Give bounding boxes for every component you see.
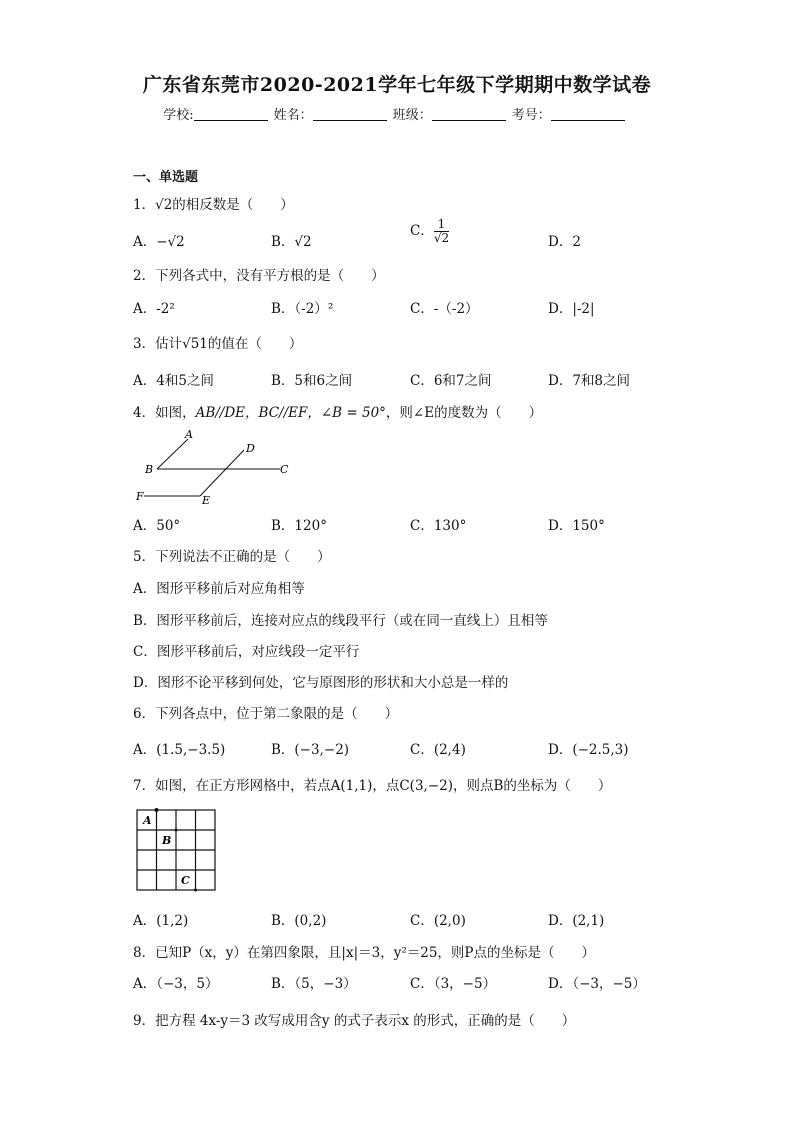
option-c: C．6和7之间 [410,373,492,389]
question-number: 3． [133,336,156,352]
question-math: √51 [182,336,208,352]
point-b-dot [175,829,178,832]
section-title: 一、单选题 [133,170,199,185]
class-label: 班级： [392,108,432,123]
exam-title: 广东省东莞市2020-2021学年七年级下学期期中数学试卷 [142,74,652,96]
option-c: C．图形平移前后，对应线段一定平行 [133,644,360,660]
class-blank [432,108,506,121]
question-number: 4． [133,405,156,421]
fraction-numerator: 1 [434,218,449,232]
option-d: D．7和8之间 [548,373,631,389]
question-text: 的值在（ ） [207,336,303,352]
option-a: A．4和5之间 [133,373,214,389]
question-math: √2 [155,197,173,213]
label-b: B [145,463,154,476]
question-text: 下列各点中，位于第二象限的是（ ） [155,706,399,722]
question-text: 如图，在正方形网格中，若点A(1,1)，点C(3,−2)，则点B的坐标为（ ） [155,778,612,794]
question-8 [133,941,595,961]
question-number: 5． [133,549,156,565]
parallel-lines-figure [130,426,300,508]
option-d: D．|-2| [548,301,595,317]
question-number: 1． [133,197,156,213]
question-number: 9． [133,1013,156,1029]
question-text: 把方程 4x-y＝3 改写成用含y 的式子表示x 的形式，正确的是（ ） [155,1013,576,1029]
line-ab [157,439,188,469]
fraction [434,218,449,245]
option-b: B．(−3,−2) [271,742,350,758]
question-2 [133,264,385,284]
option-b: B．√2 [271,234,312,250]
label-b: B [162,834,172,847]
question-text-end: ，则∠E的度数为（ ） [385,405,543,421]
option-c-label: C． [410,223,434,240]
school-blank [194,108,268,121]
point-a-dot [155,808,159,812]
question-text: 下列各式中，没有平方根的是（ ） [155,268,385,284]
option-b: B．(0,2) [271,913,327,929]
question-7 [133,774,611,794]
option-b: B．（5，−3） [271,976,357,992]
point-c-dot [194,889,197,892]
label-c: C [181,874,190,887]
name-blank [313,108,387,121]
option-c: C．-（-2） [410,301,479,317]
question-text: 如图， [155,405,196,421]
option-d: D．(2,1) [548,913,605,929]
question-3 [133,332,302,352]
option-c [410,218,449,245]
question-6 [133,702,398,722]
question-text: 已知P（x，y）在第四象限，且|x|＝3，y²＝25，则P点的坐标是（ ） [155,945,596,961]
question-5 [133,545,331,565]
option-d: D．2 [548,234,581,250]
question-9 [133,1009,575,1029]
option-b: B．图形平移前后，连接对应点的线段平行（或在同一直线上）且相等 [133,613,548,629]
option-a: A．-2² [133,301,175,317]
option-c: C．(2,0) [410,913,466,929]
question-1 [133,193,294,213]
question-text: 下列说法不正确的是（ ） [155,549,331,565]
option-c: C．130° [410,518,467,534]
label-f: F [136,490,144,503]
question-number: 2． [133,268,156,284]
option-a: A．（−3，5） [133,976,219,992]
option-b: B．120° [271,518,327,534]
option-a: A．−√2 [133,234,185,250]
square-grid-figure [135,806,219,892]
label-d: D [246,442,255,455]
option-a: A．(1.5,−3.5) [133,742,226,758]
question-4 [133,401,542,421]
number-blank [551,108,625,121]
option-a: A．图形平移前后对应角相等 [133,581,305,597]
option-a: A．50° [133,518,181,534]
school-label: 学校: [163,108,194,123]
name-label: 姓名： [273,108,313,123]
student-info-line [0,104,794,123]
question-math: AB//DE，BC//EF，∠B = 50° [195,405,386,421]
option-c: C．(2,4) [410,742,466,758]
option-d: D．（−3，−5） [548,976,646,992]
option-a: A．(1,2) [133,913,189,929]
question-text: 的相反数是（ ） [172,197,294,213]
number-label: 考号： [511,108,551,123]
option-d: D．150° [548,518,605,534]
fraction-denominator: √2 [433,231,450,246]
option-d: D．(−2.5,3) [548,742,629,758]
question-text-pre: 估计 [155,336,183,352]
option-c: C．（3，−5） [410,976,497,992]
label-c: C [280,463,289,476]
option-b: B．（-2）² [271,301,334,317]
question-number: 7． [133,778,156,794]
label-e: E [202,494,211,507]
line-de [200,450,244,496]
label-a: A [185,428,193,441]
option-d: D．图形不论平移到何处，它与原图形的形状和大小总是一样的 [133,675,509,691]
label-a: A [143,814,152,827]
option-b: B．5和6之间 [271,373,353,389]
question-number: 6． [133,706,156,722]
question-number: 8． [133,945,156,961]
